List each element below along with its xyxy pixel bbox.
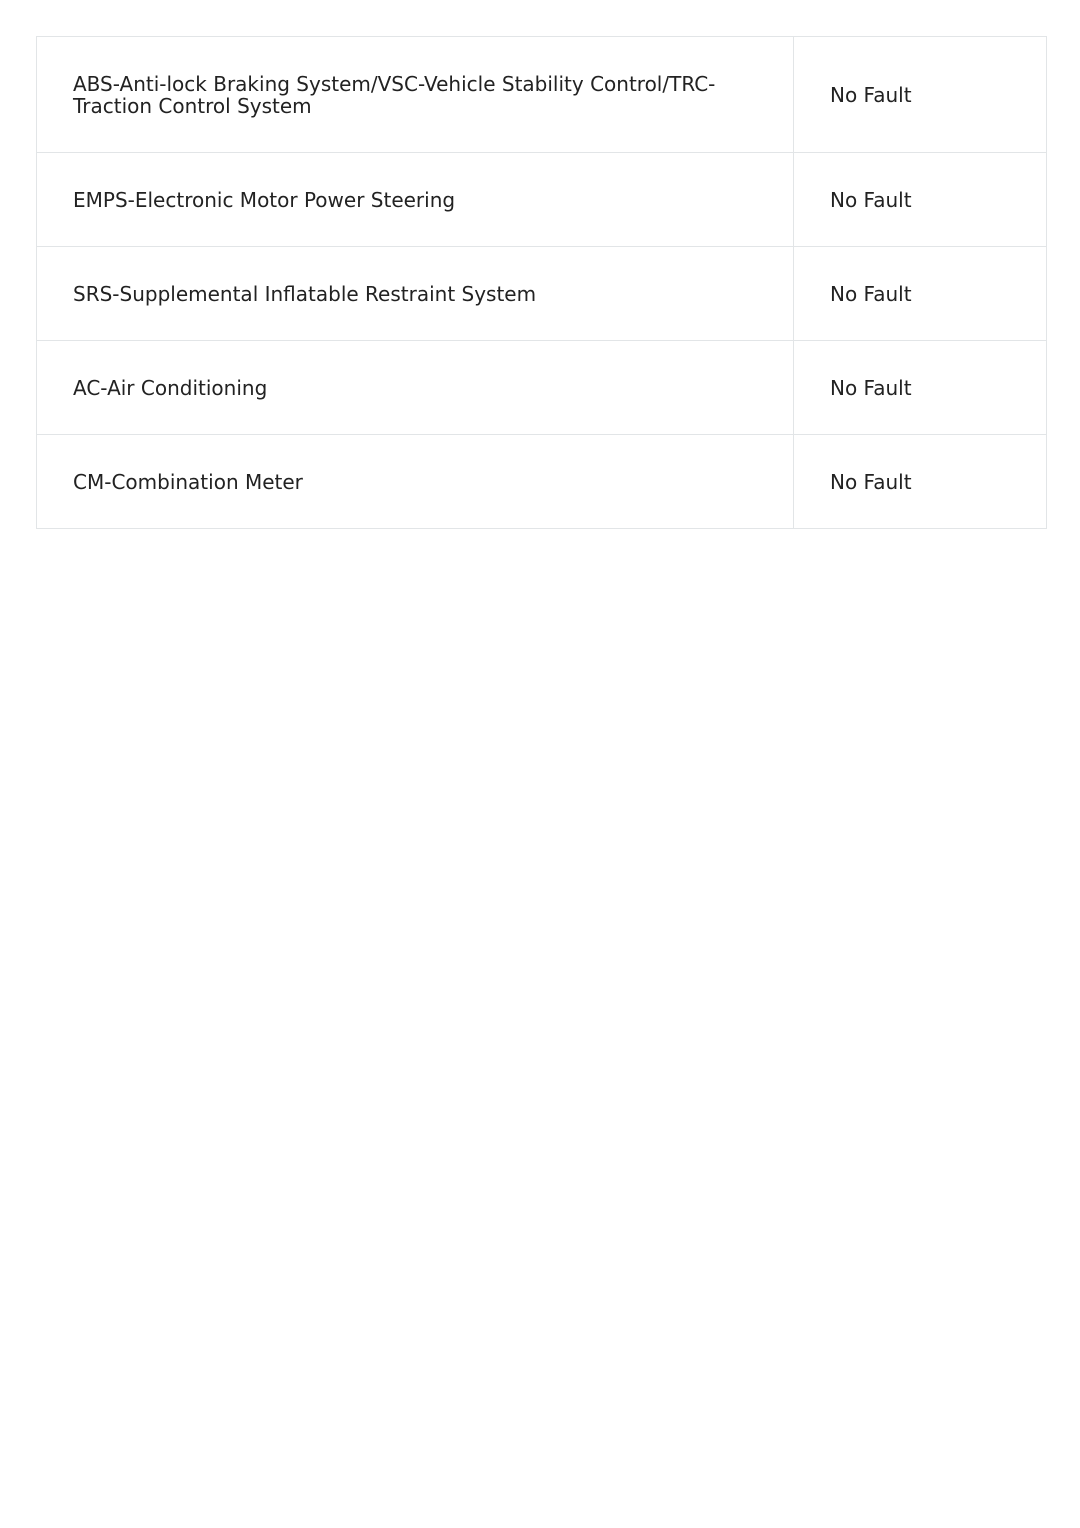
table-row [37, 247, 1047, 341]
system-name: EMPS-Electronic Motor Power Steering [37, 153, 794, 247]
fault-status: No Fault [794, 37, 1047, 153]
table-row [37, 153, 1047, 247]
fault-status: No Fault [794, 435, 1047, 529]
fault-status: No Fault [794, 247, 1047, 341]
system-name: SRS-Supplemental Inflatable Restraint System [37, 247, 794, 341]
system-name: AC-Air Conditioning [37, 341, 794, 435]
system-name: ABS-Anti-lock Braking System/VSC-Vehicle Stability Control/TRC-Traction Control System [37, 37, 794, 153]
fault-status: No Fault [794, 153, 1047, 247]
fault-status: No Fault [794, 341, 1047, 435]
table-row [37, 341, 1047, 435]
table-row [37, 37, 1047, 153]
system-status-table [36, 36, 1047, 529]
system-name: CM-Combination Meter [37, 435, 794, 529]
table-row [37, 435, 1047, 529]
